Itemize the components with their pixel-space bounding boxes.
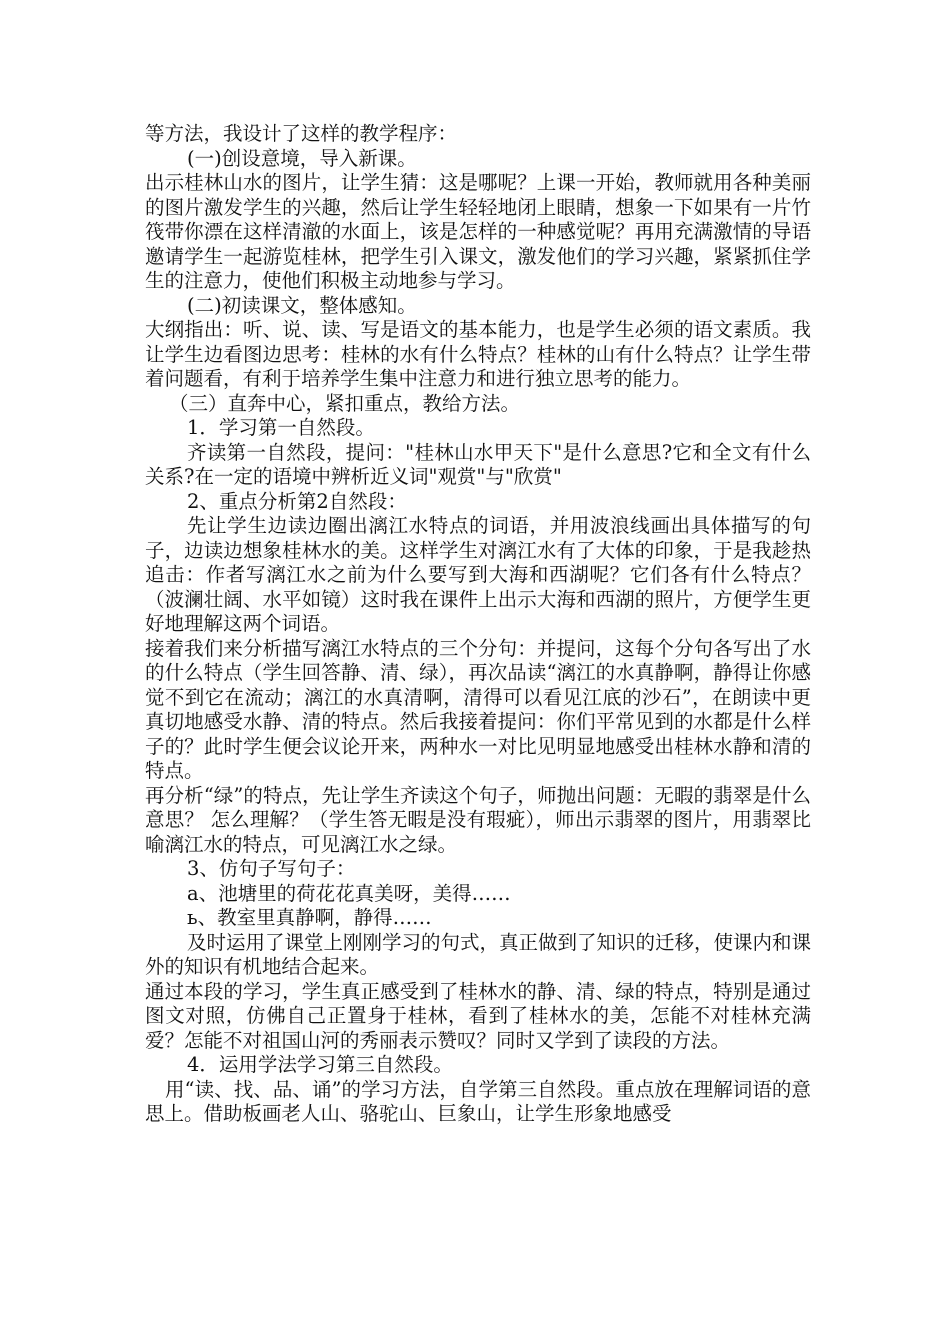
subheading-1: 1．学习第一自然段。 — [187, 416, 375, 439]
paragraph-1: 等方法，我设计了这样的教学程序： — [145, 122, 458, 145]
paragraph-4: 齐读第一自然段，提问："桂林山水甲天下"是什么意思?它和全文有什么关系?在一定的语境中辨析近义词"观赏"与"欣赏" — [145, 440, 811, 488]
subheading-3: 3、仿句子写句子： — [187, 857, 356, 880]
paragraph-7: 再分析“绿”的特点，先让学生齐读这个句子，师抛出问题：无暇的翡翠是什么意思？ 怎么理解？（学生答无暇是没有瑕疵），师出示翡翠的图片，用翡翠比喻漓江水的特点，可见漓江水之绿。 — [145, 783, 811, 856]
section-heading-3: （三）直奔中心，紧扣重点，教给方法。 — [169, 391, 521, 415]
section-heading-1: (一)创设意境，导入新课。 — [187, 146, 417, 170]
paragraph-9: 通过本段的学习，学生真正感受到了桂林水的静、清、绿的特点，特别是通过图文对照，仿佛自己正置身于桂林，看到了桂林水的美，怎能不对桂林充满爱？怎能不对祖国山河的秀丽表示赞叹？同时又学到了读段的方法。 — [145, 979, 811, 1052]
paragraph-8: 及时运用了课堂上刚刚学习的句式，真正做到了知识的迁移，使课内和课外的知识有机地结合起来。 — [145, 930, 812, 978]
paragraph-10: 用“读、找、品、诵”的学习方法，自学第三自然段。重点放在理解词语的意思上。借助板画老人山、骆驼山、巨象山，让学生形象地感受 — [145, 1077, 811, 1125]
section-heading-2: (二)初读课文，整体感知。 — [187, 293, 417, 317]
paragraph-5: 先让学生边读边圈出漓江水特点的词语，并用波浪线画出具体描写的句子，边读边想象桂林水的美。这样学生对漓江水有了大体的印象，于是我趁热追击：作者写漓江水之前为什么要写到大海和西湖呢？它们各有什么特点？（波澜壮阔、水平如镜）这时我在课件上出示大海和西湖的照片，方便学生更好地理解这两个词语。 — [145, 514, 811, 635]
subheading-2: 2、重点分析第2自然段： — [187, 489, 407, 513]
paragraph-2: 出示桂林山水的图片，让学生猜：这是哪呢？上课一开始，教师就用各种美丽的图片激发学生的兴趣，然后让学生轻轻地闭上眼睛，想象一下如果有一片竹筏带你漂在这样清澈的水面上，该是怎样的一种感觉呢？再用充满激情的导语邀请学生一起游览桂林，把学生引入课文，激发他们的学习兴趣，紧紧抓住学生的注意力，使他们积极主动地参与学习。 — [145, 171, 811, 292]
paragraph-6: 接着我们来分析描写漓江水特点的三个分句：并提问，这每个分句各写出了水的什么特点（学生回答静、清、绿），再次品读“漓江的水真静啊，静得让你感觉不到它在流动；漓江的水真清啊，清得可以看见江底的沙石”，在朗读中更真切地感受水静、清的特点。然后我接着提问：你们平常见到的水都是什么样子的？此时学生便会议论开来，两种水一对比见明显地感受出桂林水静和清的特点。 — [145, 636, 811, 782]
example-a: a、池塘里的荷花花真美呀，美得…… — [187, 881, 511, 905]
example-b: ь、教室里真静啊，静得…… — [187, 906, 432, 929]
document-body — [145, 122, 811, 1127]
paragraph-3: 大纲指出：听、说、读、写是语文的基本能力，也是学生必须的语文素质。我让学生边看图边思考：桂林的水有什么特点？桂林的山有什么特点？让学生带着问题看，有利于培养学生集中注意力和进行独立思考的能力。 — [145, 318, 811, 390]
subheading-4: 4．运用学法学习第三自然段。 — [187, 1053, 453, 1076]
